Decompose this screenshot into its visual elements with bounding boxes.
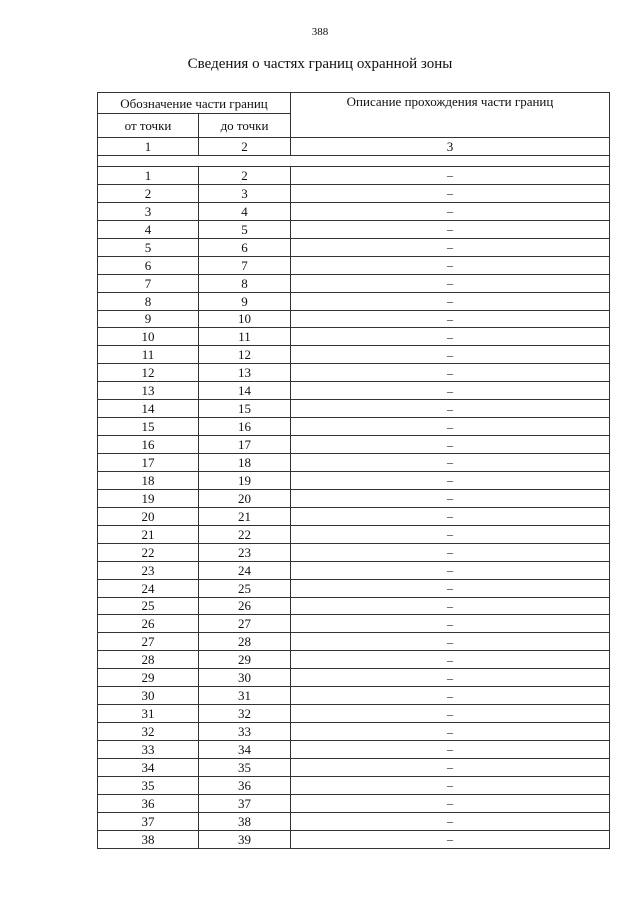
to-point-cell: 37 xyxy=(199,794,291,812)
description-cell: – xyxy=(291,507,610,525)
description-cell: – xyxy=(291,633,610,651)
from-point-cell: 11 xyxy=(98,346,199,364)
from-point-cell: 30 xyxy=(98,687,199,705)
description-cell: – xyxy=(291,651,610,669)
table-row xyxy=(98,310,610,328)
table-row xyxy=(98,184,610,202)
to-point-cell: 35 xyxy=(199,758,291,776)
table-row xyxy=(98,830,610,848)
from-point-cell: 4 xyxy=(98,220,199,238)
from-point-cell: 28 xyxy=(98,651,199,669)
table-row xyxy=(98,633,610,651)
description-cell: – xyxy=(291,382,610,400)
table-row xyxy=(98,669,610,687)
from-point-cell: 17 xyxy=(98,454,199,472)
to-point-cell: 16 xyxy=(199,418,291,436)
from-point-cell: 25 xyxy=(98,597,199,615)
table-row xyxy=(98,561,610,579)
description-cell: – xyxy=(291,597,610,615)
to-point-cell: 32 xyxy=(199,705,291,723)
spacer-row xyxy=(98,156,610,167)
description-cell: – xyxy=(291,364,610,382)
from-point-cell: 14 xyxy=(98,400,199,418)
description-cell: – xyxy=(291,184,610,202)
to-point-cell: 26 xyxy=(199,597,291,615)
description-cell: – xyxy=(291,812,610,830)
from-point-cell: 3 xyxy=(98,202,199,220)
to-point-cell: 24 xyxy=(199,561,291,579)
table-row xyxy=(98,346,610,364)
to-point-cell: 11 xyxy=(199,328,291,346)
column-number: 2 xyxy=(199,138,291,156)
from-point-cell: 18 xyxy=(98,471,199,489)
table-row xyxy=(98,758,610,776)
table-row xyxy=(98,256,610,274)
description-cell: – xyxy=(291,238,610,256)
table-row xyxy=(98,543,610,561)
to-point-cell: 4 xyxy=(199,202,291,220)
to-point-cell: 29 xyxy=(199,651,291,669)
description-cell: – xyxy=(291,525,610,543)
from-point-cell: 36 xyxy=(98,794,199,812)
table-row xyxy=(98,436,610,454)
to-point-cell: 36 xyxy=(199,776,291,794)
description-cell: – xyxy=(291,705,610,723)
to-point-cell: 20 xyxy=(199,489,291,507)
description-cell: – xyxy=(291,776,610,794)
to-point-cell: 31 xyxy=(199,687,291,705)
to-point-cell: 25 xyxy=(199,579,291,597)
header-boundary-designation: Обозначение части границ xyxy=(98,93,291,114)
from-point-cell: 35 xyxy=(98,776,199,794)
to-point-cell: 12 xyxy=(199,346,291,364)
from-point-cell: 32 xyxy=(98,723,199,741)
table-row xyxy=(98,741,610,759)
from-point-cell: 37 xyxy=(98,812,199,830)
table-row xyxy=(98,328,610,346)
from-point-cell: 2 xyxy=(98,184,199,202)
to-point-cell: 9 xyxy=(199,292,291,310)
table-row xyxy=(98,454,610,472)
table-row xyxy=(98,292,610,310)
table-row xyxy=(98,651,610,669)
table-row xyxy=(98,525,610,543)
description-cell: – xyxy=(291,346,610,364)
from-point-cell: 21 xyxy=(98,525,199,543)
description-cell: – xyxy=(291,292,610,310)
from-point-cell: 38 xyxy=(98,830,199,848)
from-point-cell: 23 xyxy=(98,561,199,579)
description-cell: – xyxy=(291,794,610,812)
header-from-point: от точки xyxy=(98,114,199,138)
header-description: Описание прохождения части границ xyxy=(291,93,610,138)
table-row xyxy=(98,382,610,400)
from-point-cell: 6 xyxy=(98,256,199,274)
from-point-cell: 31 xyxy=(98,705,199,723)
table-row xyxy=(98,794,610,812)
table-row xyxy=(98,471,610,489)
description-cell: – xyxy=(291,400,610,418)
from-point-cell: 20 xyxy=(98,507,199,525)
to-point-cell: 6 xyxy=(199,238,291,256)
description-cell: – xyxy=(291,489,610,507)
table-row xyxy=(98,507,610,525)
to-point-cell: 15 xyxy=(199,400,291,418)
to-point-cell: 2 xyxy=(199,167,291,185)
description-cell: – xyxy=(291,741,610,759)
to-point-cell: 3 xyxy=(199,184,291,202)
from-point-cell: 12 xyxy=(98,364,199,382)
from-point-cell: 27 xyxy=(98,633,199,651)
table-row xyxy=(98,705,610,723)
page-number: 388 xyxy=(311,26,329,38)
to-point-cell: 30 xyxy=(199,669,291,687)
to-point-cell: 23 xyxy=(199,543,291,561)
boundary-table xyxy=(97,92,610,849)
from-point-cell: 10 xyxy=(98,328,199,346)
to-point-cell: 19 xyxy=(199,471,291,489)
to-point-cell: 18 xyxy=(199,454,291,472)
description-cell: – xyxy=(291,256,610,274)
to-point-cell: 38 xyxy=(199,812,291,830)
description-cell: – xyxy=(291,543,610,561)
description-cell: – xyxy=(291,561,610,579)
to-point-cell: 33 xyxy=(199,723,291,741)
to-point-cell: 13 xyxy=(199,364,291,382)
to-point-cell: 22 xyxy=(199,525,291,543)
from-point-cell: 8 xyxy=(98,292,199,310)
table-row xyxy=(98,776,610,794)
description-cell: – xyxy=(291,669,610,687)
from-point-cell: 16 xyxy=(98,436,199,454)
to-point-cell: 21 xyxy=(199,507,291,525)
table-row xyxy=(98,579,610,597)
to-point-cell: 34 xyxy=(199,741,291,759)
header-to-point: до точки xyxy=(199,114,291,138)
description-cell: – xyxy=(291,454,610,472)
description-cell: – xyxy=(291,687,610,705)
description-cell: – xyxy=(291,830,610,848)
to-point-cell: 39 xyxy=(199,830,291,848)
description-cell: – xyxy=(291,615,610,633)
column-number: 1 xyxy=(98,138,199,156)
table-row xyxy=(98,202,610,220)
page-title: Сведения о частях границ охранной зоны xyxy=(187,56,453,72)
from-point-cell: 13 xyxy=(98,382,199,400)
to-point-cell: 17 xyxy=(199,436,291,454)
from-point-cell: 29 xyxy=(98,669,199,687)
table-row xyxy=(98,418,610,436)
description-cell: – xyxy=(291,328,610,346)
table-row xyxy=(98,615,610,633)
table-row xyxy=(98,812,610,830)
description-cell: – xyxy=(291,418,610,436)
to-point-cell: 27 xyxy=(199,615,291,633)
table-row xyxy=(98,687,610,705)
table-row xyxy=(98,400,610,418)
from-point-cell: 9 xyxy=(98,310,199,328)
description-cell: – xyxy=(291,220,610,238)
from-point-cell: 15 xyxy=(98,418,199,436)
to-point-cell: 28 xyxy=(199,633,291,651)
to-point-cell: 14 xyxy=(199,382,291,400)
to-point-cell: 8 xyxy=(199,274,291,292)
from-point-cell: 33 xyxy=(98,741,199,759)
column-number: 3 xyxy=(291,138,610,156)
description-cell: – xyxy=(291,167,610,185)
table-row xyxy=(98,220,610,238)
from-point-cell: 24 xyxy=(98,579,199,597)
from-point-cell: 1 xyxy=(98,167,199,185)
from-point-cell: 22 xyxy=(98,543,199,561)
table-row xyxy=(98,597,610,615)
from-point-cell: 7 xyxy=(98,274,199,292)
to-point-cell: 7 xyxy=(199,256,291,274)
from-point-cell: 5 xyxy=(98,238,199,256)
from-point-cell: 34 xyxy=(98,758,199,776)
description-cell: – xyxy=(291,723,610,741)
from-point-cell: 26 xyxy=(98,615,199,633)
table-row xyxy=(98,723,610,741)
description-cell: – xyxy=(291,579,610,597)
table-row xyxy=(98,489,610,507)
description-cell: – xyxy=(291,436,610,454)
description-cell: – xyxy=(291,471,610,489)
table-row xyxy=(98,364,610,382)
table-row xyxy=(98,274,610,292)
to-point-cell: 5 xyxy=(199,220,291,238)
description-cell: – xyxy=(291,310,610,328)
from-point-cell: 19 xyxy=(98,489,199,507)
description-cell: – xyxy=(291,274,610,292)
table-row xyxy=(98,238,610,256)
description-cell: – xyxy=(291,202,610,220)
table-row xyxy=(98,167,610,185)
to-point-cell: 10 xyxy=(199,310,291,328)
description-cell: – xyxy=(291,758,610,776)
